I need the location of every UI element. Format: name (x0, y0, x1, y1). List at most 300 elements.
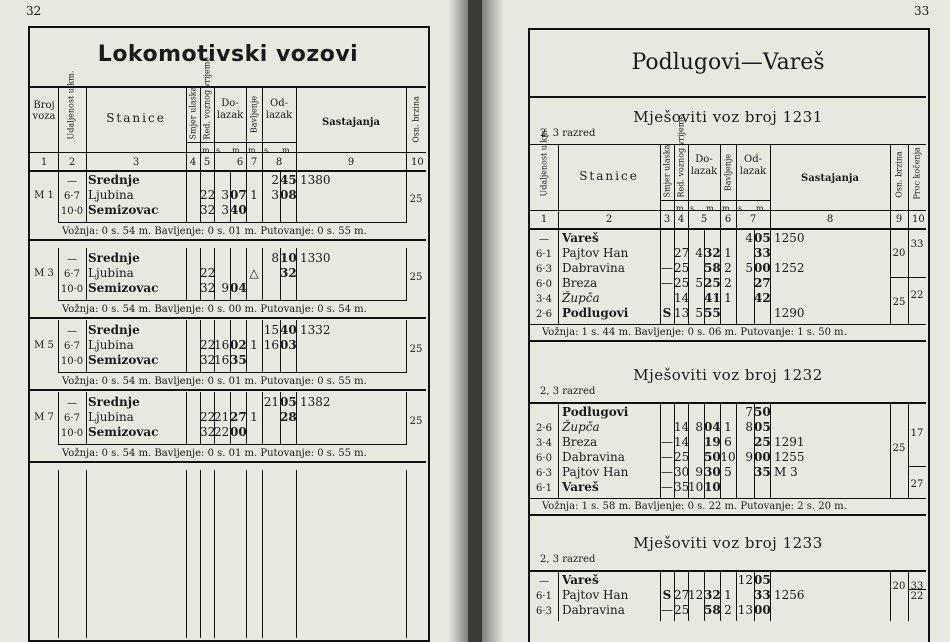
departure-hour: 9 (745, 450, 753, 464)
unit-label: m. (706, 204, 717, 213)
column-divider (214, 470, 215, 638)
base-speed: 25 (409, 344, 423, 355)
rule-line (30, 86, 426, 88)
header-smjer: Smjer ulaska (662, 144, 672, 198)
header-odlazak: Od- lazak (265, 98, 293, 121)
rule-line (530, 402, 926, 404)
arrival-minute: 10 (704, 480, 721, 494)
departure-minute: 33 (754, 588, 771, 602)
travel-time: 32 (200, 203, 216, 217)
departure-minute: 40 (280, 323, 297, 337)
rule-line (530, 340, 926, 342)
departure-minute: 00 (754, 261, 771, 275)
meeting-train: 1332 (300, 323, 331, 337)
column-divider (262, 470, 263, 638)
page-gutter-shadow (482, 0, 504, 642)
header-dolazak: Do- lazak (690, 154, 718, 177)
column-divider (890, 570, 891, 621)
base-speed: 20 (892, 581, 906, 592)
rule-line (30, 461, 426, 463)
arrival-minute: 50 (704, 450, 721, 464)
column-divider (186, 320, 187, 373)
page-number: 32 (26, 4, 42, 18)
travel-time: 32 (200, 425, 216, 439)
departure-hour: 15 (263, 323, 279, 337)
rule-line (530, 324, 926, 325)
base-speed: 25 (409, 416, 423, 427)
station-name: Podlugovi (562, 306, 629, 320)
column-divider (296, 470, 297, 638)
column-number: 8 (275, 157, 283, 168)
rule-line (908, 277, 926, 278)
meeting-train: 1330 (300, 251, 331, 265)
travel-time: 25 (674, 603, 690, 617)
header-dolazak: Do- lazak (216, 98, 244, 121)
departure-minute: 03 (280, 338, 297, 352)
header-stanice: Stanice (106, 111, 166, 125)
direction-mark: — (661, 261, 673, 275)
right-page (482, 0, 950, 642)
dwell-time: 1 (724, 588, 732, 602)
dwell-time: 1 (724, 246, 732, 260)
column-divider (86, 470, 87, 638)
station-name: Pajtov Han (562, 246, 629, 260)
train-title: Mješoviti voz broj 1232 (633, 366, 823, 384)
column-number: 10 (912, 214, 925, 225)
rule-line (30, 239, 426, 241)
base-speed: 20 (892, 248, 906, 259)
travel-time: 13 (674, 306, 690, 320)
distance-km: — (67, 398, 77, 409)
column-divider (770, 144, 771, 228)
arrival-minute: 32 (704, 588, 721, 602)
rule-line (58, 444, 406, 445)
column-number: 2 (605, 214, 613, 225)
header-odlazak: Od- lazak (739, 154, 767, 177)
arrival-minute: 00 (230, 425, 247, 439)
column-number: 5 (700, 214, 708, 225)
column-divider (908, 144, 909, 228)
column-divider (660, 144, 661, 228)
distance-km: 6·1 (536, 483, 552, 494)
page-number: 33 (914, 4, 930, 18)
base-speed: 25 (892, 443, 906, 454)
left-page (0, 0, 468, 642)
travel-time: 35 (674, 480, 690, 494)
header-stanice: Stanice (579, 169, 639, 183)
dwell-time: 5 (724, 465, 732, 479)
distance-km: 6·7 (64, 191, 80, 202)
arrival-hour: 21 (214, 410, 230, 424)
unit-s: s. (216, 146, 223, 155)
station-name: Pajtov Han (562, 588, 629, 602)
arrival-minute: 30 (704, 465, 721, 479)
column-divider (186, 392, 187, 445)
distance-km: 6·7 (64, 413, 80, 424)
brake-percent: 17 (910, 428, 924, 439)
column-divider (58, 88, 59, 170)
arrival-hour: 9 (695, 465, 703, 479)
class-label: 2, 3 razred (540, 128, 596, 139)
distance-km: 2·6 (536, 423, 552, 434)
header-udaljenost: Udaljenost u km. (66, 70, 76, 140)
arrival-hour: 12 (688, 588, 704, 602)
station-name: Srednje (88, 323, 140, 337)
distance-km: 6·3 (536, 606, 552, 617)
column-divider (558, 144, 559, 228)
departure-hour: 5 (745, 261, 753, 275)
station-name: Dabravina (562, 261, 625, 275)
travel-time: 32 (200, 281, 216, 295)
arrival-hour: 16 (214, 338, 230, 352)
dwell-time: 10 (720, 450, 736, 464)
distance-km: 10·0 (60, 206, 84, 217)
train-id: M 1 (34, 190, 54, 201)
train-summary: Vožnja: 1 s. 44 m. Bavljenje: 0 s. 06 m. Putovanje: 1 s. 50 m. (542, 327, 847, 338)
arrival-hour: 3 (221, 203, 229, 217)
direction-mark: — (661, 480, 673, 494)
column-number: 8 (826, 214, 834, 225)
station-name: Srednje (88, 173, 140, 187)
distance-km: 6·1 (536, 249, 552, 260)
header-red-voznog: Red. voznog vrijeme (202, 56, 212, 140)
departure-hour: 12 (737, 573, 753, 587)
brake-percent: 22 (910, 290, 924, 301)
travel-time: 14 (674, 435, 690, 449)
direction-mark: — (661, 450, 673, 464)
column-divider (58, 470, 59, 638)
station-name: Semizovac (88, 425, 159, 439)
column-number: 2 (68, 157, 76, 168)
unit-label: m. (756, 204, 767, 213)
distance-km: — (67, 326, 77, 337)
distance-km: 6·7 (64, 269, 80, 280)
meeting-train: 1250 (774, 231, 805, 245)
travel-time: 25 (674, 276, 690, 290)
distance-km: 3·4 (536, 294, 552, 305)
station-name: Vareš (562, 480, 599, 494)
brake-percent: 33 (910, 581, 924, 592)
column-divider (246, 88, 247, 170)
distance-km: 6·3 (536, 468, 552, 479)
meeting-train: 1255 (774, 450, 805, 464)
distance-km: 6·3 (536, 264, 552, 275)
column-number: 7 (250, 157, 258, 168)
train-title: Mješoviti voz broj 1233 (633, 534, 823, 552)
station-name: Semizovac (88, 203, 159, 217)
direction-mark: — (661, 276, 673, 290)
header-udaljenost: Udaljenost u km. (539, 127, 549, 197)
departure-minute: 42 (754, 291, 771, 305)
departure-hour: 2 (271, 173, 279, 187)
station-name: Ljubina (88, 338, 134, 352)
unit-label: s. (690, 204, 697, 213)
departure-minute: 32 (280, 266, 297, 280)
arrival-minute: 19 (704, 435, 721, 449)
station-name: Vareš (562, 573, 599, 587)
station-name: Podlugovi (562, 405, 629, 419)
column-divider (558, 402, 559, 498)
unit-m: m. (202, 146, 213, 155)
departure-minute: 05 (754, 231, 771, 245)
station-name: Semizovac (88, 353, 159, 367)
rule-line (186, 142, 296, 143)
arrival-hour: 5 (695, 306, 703, 320)
column-number: 10 (411, 157, 424, 168)
rule-line (30, 152, 426, 153)
departure-hour: 16 (263, 338, 279, 352)
header-broj-voza: Broj voza (32, 100, 56, 122)
brake-percent: 33 (910, 239, 924, 250)
dwell-time: 1 (250, 188, 258, 202)
meeting-train: 1256 (774, 588, 805, 602)
column-number: 4 (189, 157, 197, 168)
travel-time: 22 (200, 266, 216, 280)
rule-line (530, 96, 926, 98)
travel-time: 27 (674, 246, 690, 260)
train-summary: Vožnja: 0 s. 54 m. Bavljenje: 0 s. 00 m. Putovanje: 0 s. 54 m. (62, 304, 367, 315)
base-speed: 25 (409, 272, 423, 283)
dwell-time: 6 (724, 435, 732, 449)
rule-line (58, 222, 406, 223)
departure-hour: 21 (263, 395, 279, 409)
departure-minute: 08 (280, 188, 297, 202)
distance-km: — (67, 254, 77, 265)
dwell-time: 1 (724, 420, 732, 434)
brake-percent: 27 (910, 479, 924, 490)
header-sastajanja: Sastajanja (322, 117, 380, 128)
departure-minute: 45 (280, 173, 297, 187)
travel-time: 25 (674, 261, 690, 275)
rule-line (530, 570, 926, 572)
distance-km: 10·0 (60, 428, 84, 439)
unit-label: m. (722, 204, 733, 213)
departure-hour: 3 (271, 188, 279, 202)
train-summary: Vožnja: 1 s. 58 m. Bavljenje: 0 s. 22 m. Putovanje: 2 s. 20 m. (542, 501, 847, 512)
header-osn-brzina: Osn. brzina (894, 151, 904, 198)
direction-mark: S (662, 306, 672, 320)
rule-line (30, 317, 426, 319)
arrival-minute: 32 (704, 246, 721, 260)
rule-line (530, 498, 926, 499)
base-speed: 25 (892, 297, 906, 308)
train-summary: Vožnja: 0 s. 54 m. Bavljenje: 0 s. 01 m. Putovanje: 0 s. 55 m. (62, 376, 367, 387)
distance-km: — (67, 176, 77, 187)
station-name: Breza (562, 435, 598, 449)
unit-label: s. (738, 204, 745, 213)
rule-line (530, 210, 926, 211)
departure-hour: 8 (745, 420, 753, 434)
meeting-train: 1290 (774, 306, 805, 320)
departure-minute: 05 (280, 395, 297, 409)
travel-time: 30 (674, 465, 690, 479)
arrival-minute: 41 (704, 291, 721, 305)
station-name: Srednje (88, 395, 140, 409)
station-name: Dabravina (562, 450, 625, 464)
direction-mark: — (661, 435, 673, 449)
header-sastajanja: Sastajanja (801, 173, 859, 184)
train-id: M 7 (34, 412, 54, 423)
rule-line (908, 466, 926, 467)
meeting-train: 1291 (774, 435, 805, 449)
column-divider (200, 470, 201, 638)
column-number: 5 (203, 157, 211, 168)
distance-km: 10·0 (60, 356, 84, 367)
direction-mark: — (661, 465, 673, 479)
arrival-hour: 9 (221, 281, 229, 295)
station-name: Breza (562, 276, 598, 290)
direction-mark: — (661, 603, 673, 617)
column-number: 7 (749, 214, 757, 225)
dwell-time: 2 (724, 276, 732, 290)
column-number: 1 (40, 157, 48, 168)
class-label: 2, 3 razred (540, 554, 596, 565)
column-divider (86, 320, 87, 373)
column-divider (406, 470, 407, 638)
rule-line (530, 144, 926, 145)
departure-minute: 25 (754, 435, 771, 449)
unit-m: m. (232, 146, 243, 155)
departure-hour: 4 (745, 231, 753, 245)
distance-km: 2·6 (536, 309, 552, 320)
rule-line (890, 277, 908, 278)
column-divider (200, 88, 201, 170)
train-summary: Vožnja: 0 s. 54 m. Bavljenje: 0 s. 01 m. Putovanje: 0 s. 55 m. (62, 226, 367, 237)
header-smjer: Smjer ulaska (188, 86, 198, 140)
station-name: Srednje (88, 251, 140, 265)
departure-minute: 50 (754, 405, 771, 419)
departure-minute: 33 (754, 246, 771, 260)
arrival-minute: 55 (704, 306, 721, 320)
column-number: 1 (540, 214, 548, 225)
departure-minute: 10 (280, 251, 297, 265)
travel-time: 14 (674, 291, 690, 305)
column-divider (890, 144, 891, 228)
distance-km: 6·7 (64, 341, 80, 352)
column-divider (186, 470, 187, 638)
arrival-hour: 16 (214, 353, 230, 367)
departure-minute: 00 (754, 603, 771, 617)
header-bavljenje: Bavljenje (723, 153, 733, 192)
distance-km: — (539, 576, 549, 587)
column-divider (406, 88, 407, 170)
arrival-hour: 3 (221, 188, 229, 202)
departure-hour: 8 (271, 251, 279, 265)
travel-time: 27 (674, 588, 690, 602)
arrival-minute: 35 (230, 353, 247, 367)
departure-minute: 35 (754, 465, 771, 479)
page-title: Lokomotivski vozovi (97, 42, 359, 67)
class-label: 2, 3 razred (540, 386, 596, 397)
column-number: 3 (132, 157, 140, 168)
travel-time: 14 (674, 420, 690, 434)
travel-time: 32 (200, 353, 216, 367)
dwell-time: 1 (724, 291, 732, 305)
station-name: Ljubina (88, 266, 134, 280)
column-divider (890, 228, 891, 324)
arrival-hour: 4 (695, 246, 703, 260)
column-divider (296, 88, 297, 170)
distance-km: 6·0 (536, 279, 552, 290)
dwell-time: 1 (250, 410, 258, 424)
column-divider (558, 228, 559, 324)
column-number: 6 (724, 214, 732, 225)
arrival-hour: 8 (695, 420, 703, 434)
rule-line (30, 389, 426, 391)
train-id: M 5 (34, 340, 54, 351)
arrival-minute: 07 (230, 188, 247, 202)
arrival-minute: 40 (230, 203, 247, 217)
arrival-minute: 04 (704, 420, 721, 434)
column-divider (186, 170, 187, 223)
dwell-time: 2 (724, 261, 732, 275)
arrival-minute: 27 (230, 410, 247, 424)
meeting-train: 1380 (300, 173, 331, 187)
train-id: M 3 (34, 268, 54, 279)
distance-km: 6·0 (536, 453, 552, 464)
column-divider (86, 248, 87, 301)
meeting-train: 1252 (774, 261, 805, 275)
departure-hour: 7 (745, 405, 753, 419)
distance-km: — (539, 234, 549, 245)
column-number: 4 (677, 214, 685, 225)
arrival-minute: 02 (230, 338, 247, 352)
column-number: 9 (347, 157, 355, 168)
station-name: Semizovac (88, 281, 159, 295)
base-speed: 25 (409, 194, 423, 205)
arrival-hour: 22 (214, 425, 230, 439)
rule-line (530, 228, 926, 230)
column-divider (720, 144, 721, 228)
column-divider (558, 570, 559, 621)
station-name: Pajtov Han (562, 465, 629, 479)
arrival-minute: 58 (704, 603, 721, 617)
station-name: Župča (562, 291, 600, 305)
unit-m: m. (248, 146, 259, 155)
station-name: Župča (562, 420, 600, 434)
distance-km: 10·0 (60, 284, 84, 295)
dwell-time: △ (249, 266, 259, 280)
arrival-minute: 04 (230, 281, 247, 295)
rule-line (58, 372, 406, 373)
brake-percent: 22 (910, 591, 924, 602)
rule-line (30, 170, 426, 172)
arrival-hour: 5 (695, 276, 703, 290)
header-proc-kocenja: Proc kočenja (912, 147, 922, 200)
header-osn-brzina: Osn. brzina (411, 96, 421, 143)
dwell-time: 2 (724, 603, 732, 617)
dwell-time: 1 (250, 338, 258, 352)
header-bavljenje: Bavljenje (249, 95, 259, 134)
station-name: Ljubina (88, 188, 134, 202)
train-title: Mješoviti voz broj 1231 (633, 108, 823, 126)
arrival-minute: 25 (704, 276, 721, 290)
travel-time: 22 (200, 188, 216, 202)
meeting-train: M 3 (774, 465, 798, 479)
column-divider (86, 88, 87, 170)
unit-s: s. (264, 146, 271, 155)
unit-m: m. (282, 146, 293, 155)
column-divider (86, 170, 87, 223)
train-summary: Vožnja: 0 s. 54 m. Bavljenje: 0 s. 01 m. Putovanje: 0 s. 55 m. (62, 448, 367, 459)
arrival-minute: 58 (704, 261, 721, 275)
travel-time: 22 (200, 410, 216, 424)
travel-time: 25 (674, 450, 690, 464)
station-name: Ljubina (88, 410, 134, 424)
station-name: Dabravina (562, 603, 625, 617)
rule-line (58, 300, 406, 301)
column-number: 3 (663, 214, 671, 225)
